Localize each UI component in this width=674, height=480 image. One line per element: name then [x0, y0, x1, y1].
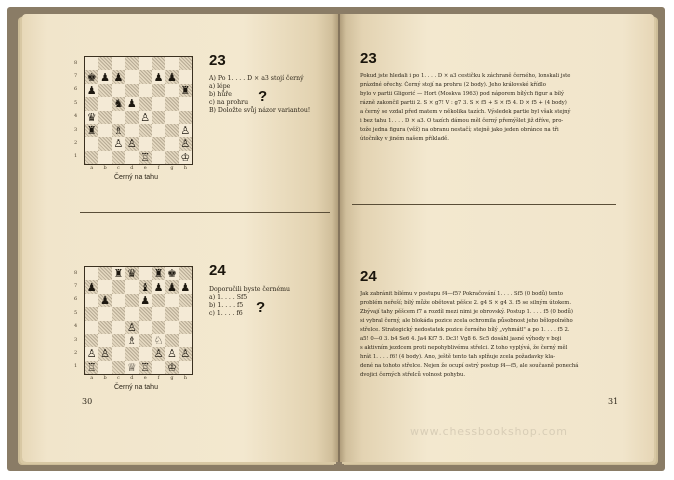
board-square — [179, 294, 192, 307]
board-square — [179, 307, 192, 320]
text-line: A) Po 1. . . . D × a3 stojí černý — [209, 75, 304, 82]
problem-24-question-mark: ? — [256, 299, 266, 316]
board-square: ♟ — [180, 280, 191, 294]
board-square — [139, 321, 152, 334]
board-square — [125, 151, 138, 164]
board-square: ♟ — [86, 83, 97, 97]
board-square: ♟ — [100, 70, 110, 84]
board-square — [179, 111, 192, 124]
board-square: ♙ — [180, 124, 191, 138]
board-square — [112, 111, 125, 124]
text-line: Doporučili byste černému — [209, 286, 291, 293]
board-square: ♙ — [180, 137, 191, 151]
file-label: b — [103, 375, 107, 381]
solution-23-text — [360, 72, 622, 144]
board-square — [112, 361, 125, 374]
text-line: Zbývají tahy pěšcem f7 a rozdíl mezi nimi je obrovský. Postup 1. . . . f5 (0 bodů) — [360, 309, 573, 315]
board-square: ♗ — [126, 334, 137, 348]
board-square — [85, 97, 98, 110]
problem-23-question-mark: ? — [258, 88, 268, 105]
board-square — [152, 124, 165, 137]
board-23-caption: Černý na tahu — [114, 174, 158, 181]
rank-label: 2 — [74, 139, 78, 146]
board-square — [98, 307, 111, 320]
rank-label: 8 — [74, 269, 78, 276]
board-square: ♗ — [113, 124, 124, 138]
board-square — [85, 307, 98, 320]
text-line: i bez tahu 1. . . . D × a3. O tazích dámou měl černý přemýšlet již dříve, pro- — [360, 118, 564, 124]
board-square: ♙ — [167, 347, 177, 361]
board-square: ♟ — [113, 70, 124, 84]
solution-24-text — [360, 290, 622, 380]
chess-board-23 — [84, 56, 193, 165]
file-label: b — [103, 165, 107, 171]
board-square — [112, 84, 125, 97]
board-square — [152, 137, 165, 150]
board-square — [165, 57, 178, 70]
board-24-caption: Černý na tahu — [114, 384, 158, 391]
board-square — [179, 70, 192, 83]
board-square — [125, 57, 138, 70]
board-square — [165, 97, 178, 110]
text-line: si vybral černý, ale blokáda pozice zcela ochromila působnost jeho bělopolného — [360, 318, 573, 324]
file-label: h — [183, 375, 187, 381]
file-label: e — [143, 375, 147, 381]
board-square — [98, 267, 111, 280]
board-square: ♟ — [140, 293, 151, 307]
board-square: ♛ — [86, 110, 97, 124]
text-line: a) 1. . . . Sf5 — [209, 294, 248, 301]
problem-24-question — [209, 286, 290, 318]
board-square — [112, 280, 125, 293]
text-line: s aktivním jezdcem proti nepohyblivému střelci. Z toho vyplývá, že černý měl — [360, 345, 568, 351]
file-label: e — [143, 165, 147, 171]
section-divider-right — [352, 204, 616, 205]
board-square: ♟ — [86, 280, 97, 294]
problem-23-number: 23 — [209, 52, 226, 69]
file-label: h — [183, 165, 187, 171]
text-line: B) Doložte svůj názor variantou! — [209, 107, 311, 114]
board-square — [165, 334, 178, 347]
board-23-file-labels — [85, 165, 192, 173]
board-square: ♟ — [167, 280, 177, 294]
board-square — [112, 347, 125, 360]
text-line: hrát 1. . . . f6! (4 body). Ano, ještě tento tah splňuje zcela požadavky kla- — [360, 354, 556, 360]
board-square — [125, 347, 138, 360]
text-line: Jak zabránit bílému v postupu f4—f5? Pokračování 1. . . . Sf5 (0 bodů) tento — [360, 291, 563, 297]
board-square — [152, 111, 165, 124]
board-square: ♙ — [140, 110, 151, 124]
file-label: a — [90, 165, 94, 171]
board-24-rank-labels — [74, 266, 82, 373]
board-square — [85, 267, 98, 280]
board-square — [112, 151, 125, 164]
board-square — [125, 84, 138, 97]
text-line: b) hůře — [209, 91, 232, 98]
board-square — [98, 151, 111, 164]
book-gutter — [332, 14, 346, 462]
text-line: tože jedna figura (věž) na obranu nestačí; stejně jako jeden obránce na tři — [360, 127, 559, 133]
rank-label: 5 — [74, 99, 78, 106]
board-square — [179, 361, 192, 374]
board-square: ♟ — [153, 70, 164, 84]
open-book — [22, 14, 654, 462]
board-square: ♜ — [86, 124, 97, 138]
board-square: ♜ — [153, 267, 164, 281]
board-23-rank-labels — [74, 56, 82, 163]
rank-label: 8 — [74, 59, 78, 66]
board-square: ♙ — [113, 137, 124, 151]
rank-label: 7 — [74, 283, 78, 290]
board-square — [152, 84, 165, 97]
text-line: a černý se vzdal před matem v několika tazích. Výsledek partie byl však stejný — [360, 109, 571, 115]
board-square — [98, 334, 111, 347]
board-square — [125, 294, 138, 307]
board-square — [139, 307, 152, 320]
board-square — [139, 57, 152, 70]
board-square — [165, 84, 178, 97]
board-square — [85, 151, 98, 164]
board-square — [112, 321, 125, 334]
board-square: ♙ — [100, 347, 110, 361]
board-square — [112, 57, 125, 70]
rank-label: 3 — [74, 336, 78, 343]
board-square — [85, 137, 98, 150]
rank-label: 6 — [74, 296, 78, 303]
board-square — [85, 321, 98, 334]
board-square: ♙ — [86, 347, 97, 361]
board-square — [98, 57, 111, 70]
text-line: c) na prohru — [209, 99, 249, 106]
board-square — [98, 361, 111, 374]
rank-label: 4 — [74, 323, 78, 330]
board-square — [112, 307, 125, 320]
board-square — [152, 57, 165, 70]
board-square — [165, 124, 178, 137]
board-square — [165, 137, 178, 150]
file-label: d — [130, 375, 134, 381]
board-24-file-labels — [85, 375, 192, 383]
board-square: ♞ — [113, 97, 124, 111]
board-square — [98, 137, 111, 150]
file-label: g — [170, 375, 174, 381]
board-square — [152, 307, 165, 320]
file-label: g — [170, 165, 174, 171]
board-square: ♛ — [126, 267, 137, 281]
text-line: Pokud jste hledali i po 1. . . . D × a3 cestičku k záchraně černého, lonskali jste — [360, 73, 571, 79]
board-square — [125, 124, 138, 137]
board-square — [98, 321, 111, 334]
board-square — [85, 334, 98, 347]
board-square — [98, 124, 111, 137]
board-square — [98, 84, 111, 97]
rank-label: 5 — [74, 309, 78, 316]
chess-board-24 — [84, 266, 193, 375]
rank-label: 3 — [74, 126, 78, 133]
board-square — [125, 70, 138, 83]
rank-label: 1 — [74, 363, 78, 370]
board-square — [165, 307, 178, 320]
text-line: problém neřeší; bílý může obětovat pěšce 2. g4 S × g4 3. f5 se silným útokem. — [360, 300, 571, 306]
board-square: ♚ — [167, 267, 177, 281]
board-square — [98, 97, 111, 110]
text-line: útočníky v jiném našem příkladě. — [360, 136, 449, 142]
solution-24-number: 24 — [360, 268, 377, 285]
board-square: ♟ — [153, 280, 164, 294]
file-label: a — [90, 375, 94, 381]
text-line: c) 1. . . . f6 — [209, 310, 243, 317]
board-square: ♜ — [180, 83, 191, 97]
rank-label: 1 — [74, 153, 78, 160]
board-square — [152, 361, 165, 374]
board-square: ♖ — [140, 150, 151, 164]
board-square — [98, 280, 111, 293]
problem-24-number: 24 — [209, 262, 226, 279]
board-square — [179, 334, 192, 347]
board-square: ♚ — [86, 70, 97, 84]
board-square — [112, 294, 125, 307]
board-square — [165, 321, 178, 334]
board-square — [165, 294, 178, 307]
page-number-right: 31 — [608, 397, 619, 406]
file-label: f — [157, 165, 160, 171]
text-line: střelce. Strategický nedostatek pozice černého bílý „vyhmátl" a po 1. . . . f5 2. — [360, 327, 570, 333]
board-square: ♟ — [167, 70, 177, 84]
text-line: b) 1. . . . f5 — [209, 302, 244, 309]
board-square — [139, 334, 152, 347]
text-line: rázně zakončil partii 2. S × g7! V : g7 3. S × f5 + S × f5 4. D × f5 + (4 body) — [360, 100, 567, 106]
text-line: dvojici černých střelců volnost pohybu. — [360, 372, 466, 378]
section-divider-left — [80, 212, 330, 213]
board-square — [112, 334, 125, 347]
board-square: ♜ — [113, 267, 124, 281]
board-square — [152, 97, 165, 110]
board-square — [125, 307, 138, 320]
board-square — [125, 280, 138, 293]
page-number-left: 30 — [82, 397, 93, 406]
file-label: c — [117, 165, 120, 171]
board-square: ♙ — [180, 347, 191, 361]
board-square: ♟ — [126, 97, 137, 111]
board-square: ♖ — [86, 360, 97, 374]
left-page — [22, 14, 338, 462]
board-square — [85, 294, 98, 307]
board-square: ♟ — [100, 293, 110, 307]
board-square: ♙ — [126, 320, 137, 334]
board-square: ♝ — [140, 280, 151, 294]
rank-label: 2 — [74, 349, 78, 356]
text-line: prázdné ořechy. Černý stojí na prohru (2 body). Jeho královské křídlo — [360, 82, 546, 88]
board-square: ♔ — [180, 150, 191, 164]
rank-label: 6 — [74, 86, 78, 93]
board-square: ♘ — [153, 334, 164, 348]
board-square — [125, 111, 138, 124]
board-square — [139, 347, 152, 360]
board-square — [139, 267, 152, 280]
board-square — [139, 137, 152, 150]
board-square — [179, 267, 192, 280]
board-square: ♕ — [126, 360, 137, 374]
text-line: a5! 0—0 3. b4 Se6 4. Ja4 Kf7 5. Dc3! Vg8 6. Sc5 dosáhl jasné výhody v boji — [360, 336, 562, 342]
board-square: ♙ — [126, 137, 137, 151]
board-square — [179, 321, 192, 334]
board-square — [139, 84, 152, 97]
board-square — [139, 97, 152, 110]
board-square — [152, 151, 165, 164]
board-square: ♔ — [167, 360, 177, 374]
board-square — [179, 97, 192, 110]
file-label: d — [130, 165, 134, 171]
board-square — [152, 321, 165, 334]
file-label: f — [157, 375, 160, 381]
text-line: bylo v partii Gligorić — Hort (Moskva 1963) pod náporem bílých figur a bílý — [360, 91, 564, 97]
solution-23-number: 23 — [360, 50, 377, 67]
board-square — [152, 294, 165, 307]
rank-label: 7 — [74, 73, 78, 80]
board-square — [165, 111, 178, 124]
board-square — [179, 57, 192, 70]
board-square — [98, 111, 111, 124]
board-square — [85, 57, 98, 70]
board-square — [165, 151, 178, 164]
board-square: ♙ — [153, 347, 164, 361]
file-label: c — [117, 375, 120, 381]
right-page — [340, 14, 654, 462]
text-line: a) lépe — [209, 83, 231, 90]
board-square — [139, 70, 152, 83]
board-square — [139, 124, 152, 137]
board-square: ♖ — [140, 360, 151, 374]
watermark: www.chessbookshop.com — [410, 425, 568, 438]
text-line: dené na tohoto střelce. Nejen že ocupí ostrý postup f4—f5, ale současně ponechá — [360, 363, 579, 369]
rank-label: 4 — [74, 113, 78, 120]
